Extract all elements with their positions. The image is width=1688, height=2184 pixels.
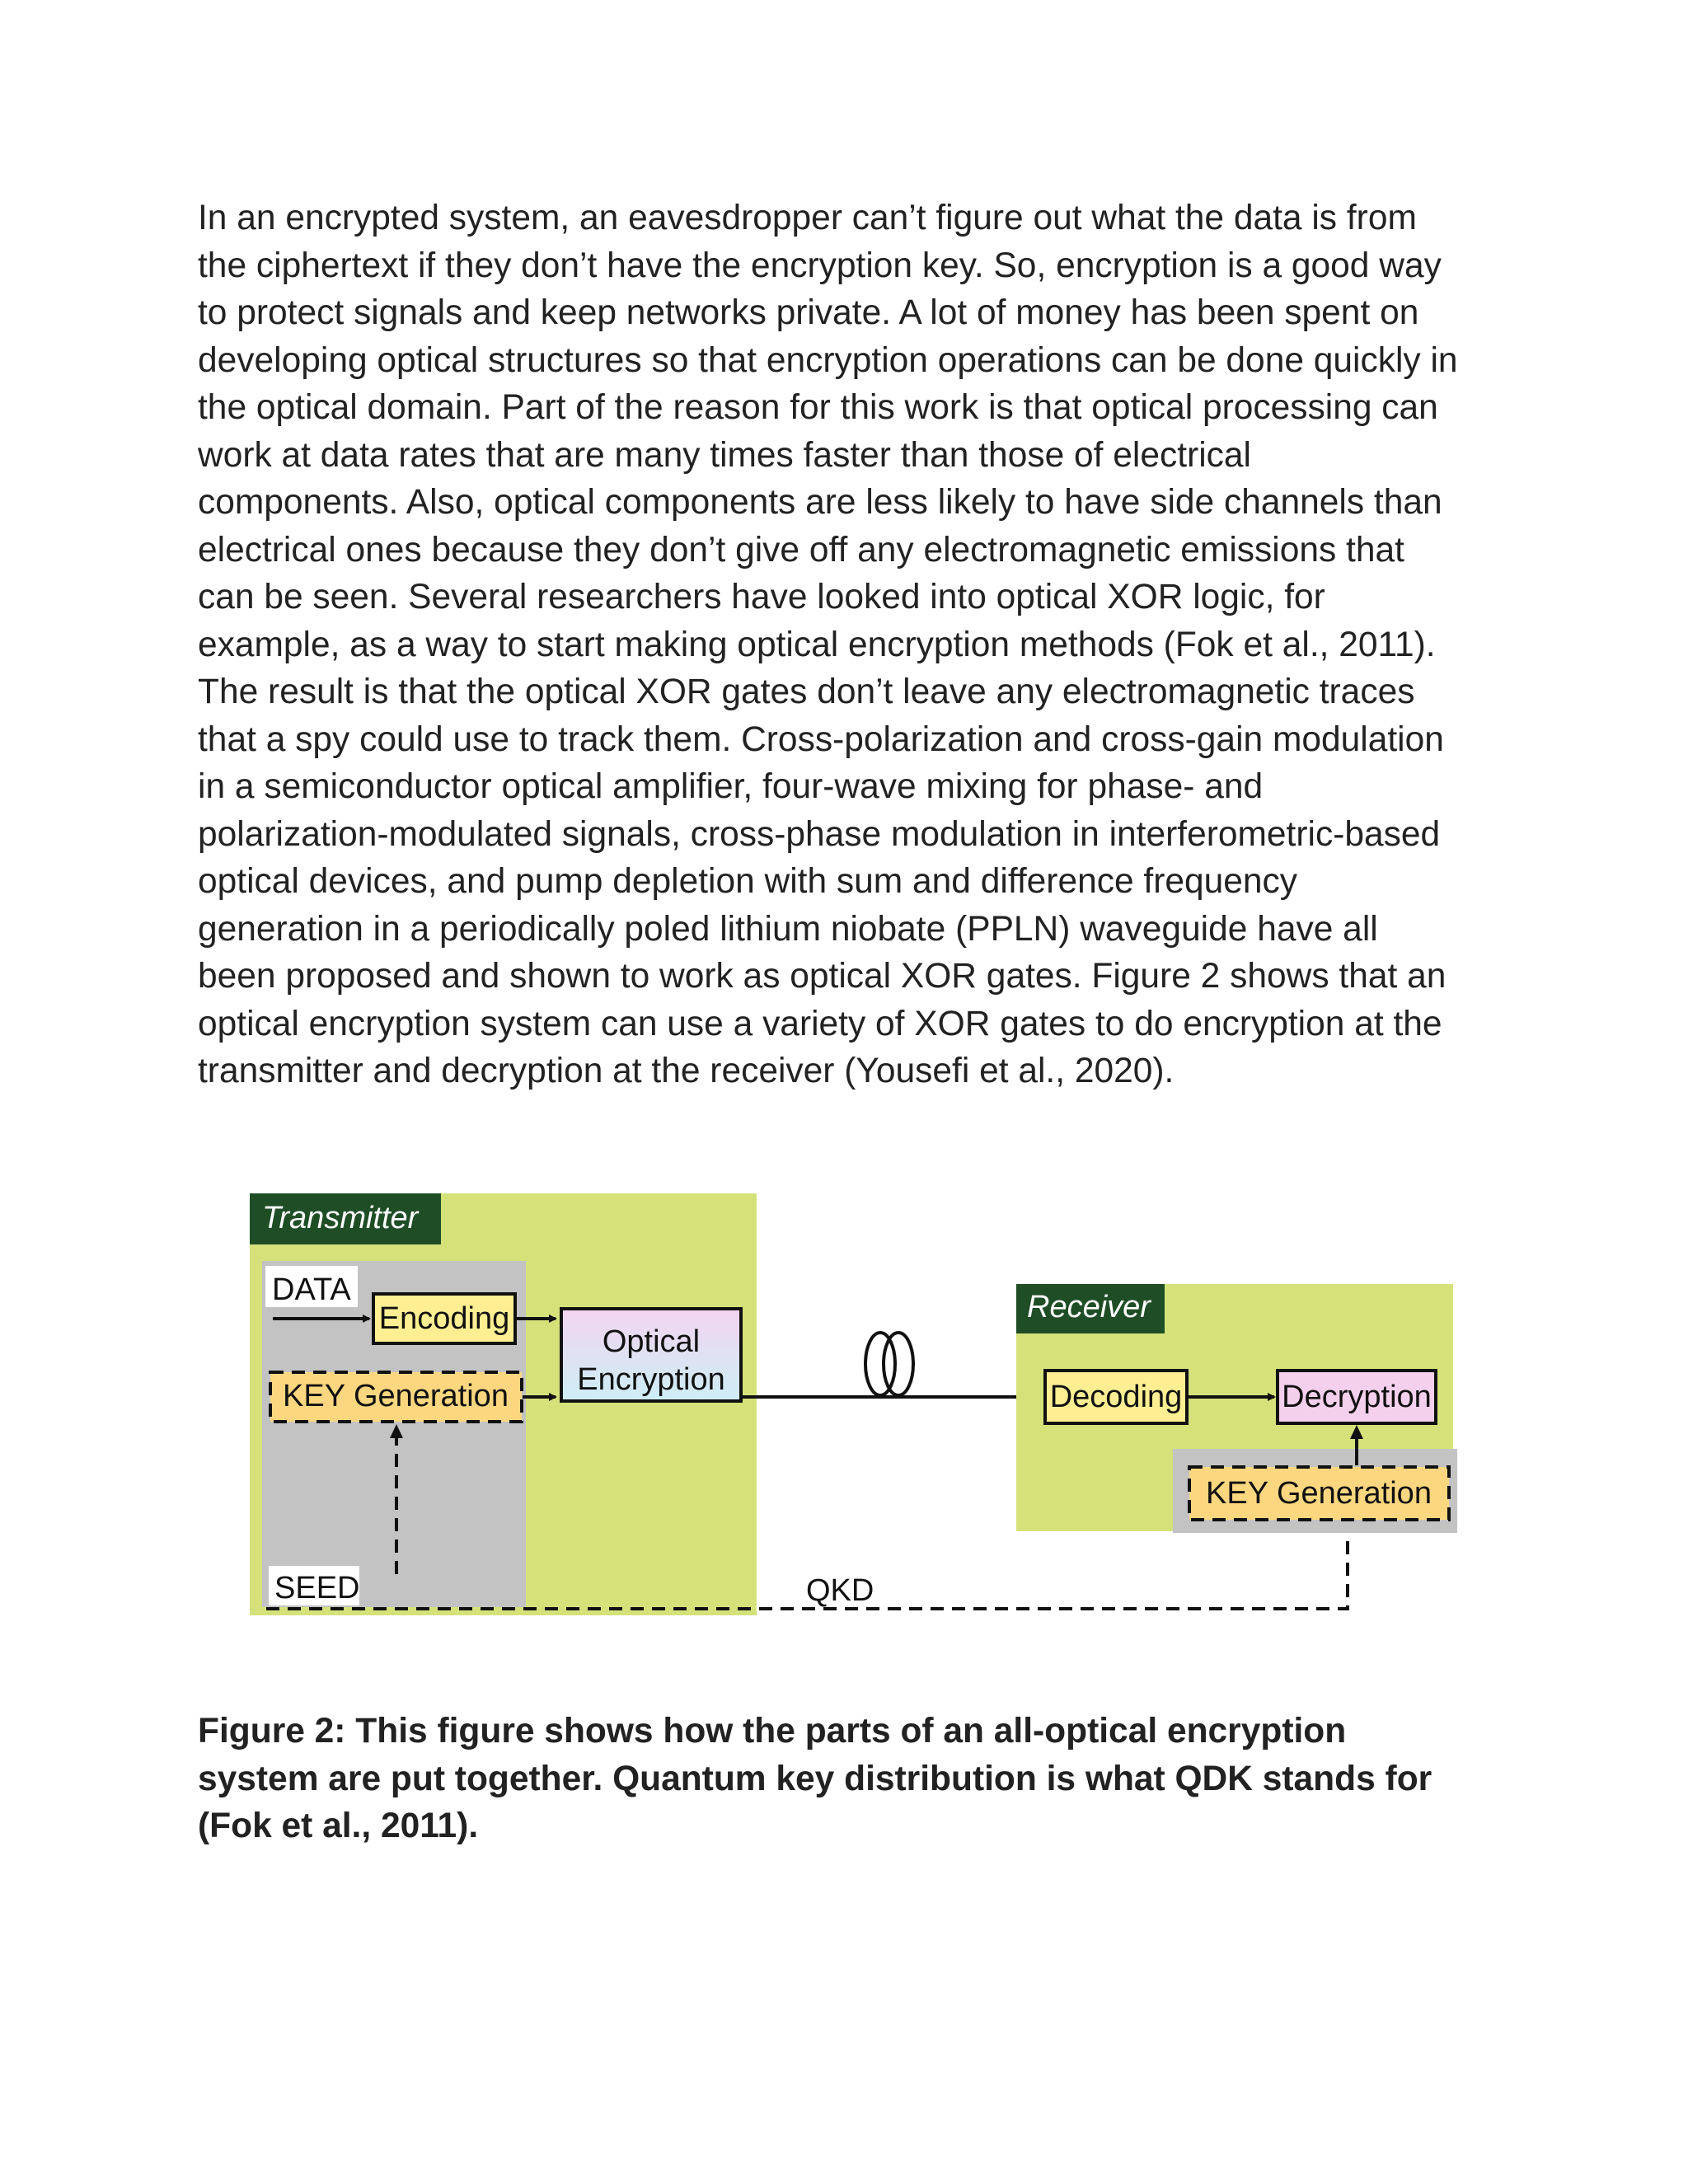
encryption-diagram xyxy=(246,1187,1457,1624)
seed-label: SEED xyxy=(274,1571,360,1605)
key-generation-rx-label: KEY Generation xyxy=(1206,1476,1432,1511)
encoding-label: Encoding xyxy=(378,1301,510,1336)
fiber-spool-icon xyxy=(865,1333,913,1395)
decoding-label: Decoding xyxy=(1049,1380,1183,1414)
optical-encryption-label-line1: Optical xyxy=(602,1324,701,1359)
encryption-system-figure xyxy=(246,1187,1457,1624)
optical-encryption-label-line2: Encryption xyxy=(577,1362,725,1397)
transmitter-label: Transmitter xyxy=(262,1201,419,1235)
qkd-label: QKD xyxy=(806,1573,874,1608)
decryption-label: Decryption xyxy=(1282,1380,1432,1414)
receiver-label: Receiver xyxy=(1027,1290,1151,1324)
body-paragraph: In an encrypted system, an eavesdropper can’t figure out what the data is from the ciphertext if they don’t have the encryption key. So, encryption is a good way to protect signals and keep networks private. A lot of money has been spent on developing optical structures so that encryption operations can be done quickly in the optical domain. Part of the reason for this work is that optical processing can work at data rates that are many times faster than those of electrical components. Also, optical components are less likely to have side channels than electrical ones because they don’t give off any electromagnetic emissions that can be seen. Several researchers have looked into optical XOR logic, for example, as a way to start making optical encryption methods (Fok et al., 2011). The result is that the optical XOR gates don’t leave any electromagnetic traces that a spy could use to track them. Cross-polarization and cross-gain modulation in a semiconductor optical amplifier, four-wave mixing for phase- and polarization-modulated signals, cross-phase modulation in interferometric-based optical devices, and pump depletion with sum and difference frequency generation in a periodically poled lithium niobate (PPLN) waveguide have all been proposed and shown to work as optical XOR gates. Figure 2 shows that an optical encryption system can use a variety of XOR gates to do encryption at the transmitter and decryption at the receiver (Yousefi et al., 2020). xyxy=(198,199,1458,1090)
key-generation-tx-label: KEY Generation xyxy=(283,1379,509,1413)
data-label: DATA xyxy=(272,1272,351,1307)
figure-caption: Figure 2: This figure shows how the parts of an all-optical encryption system are put together. Quantum key distribution is what QDK stands for (Fok et al., 2011). xyxy=(198,1712,1432,1845)
